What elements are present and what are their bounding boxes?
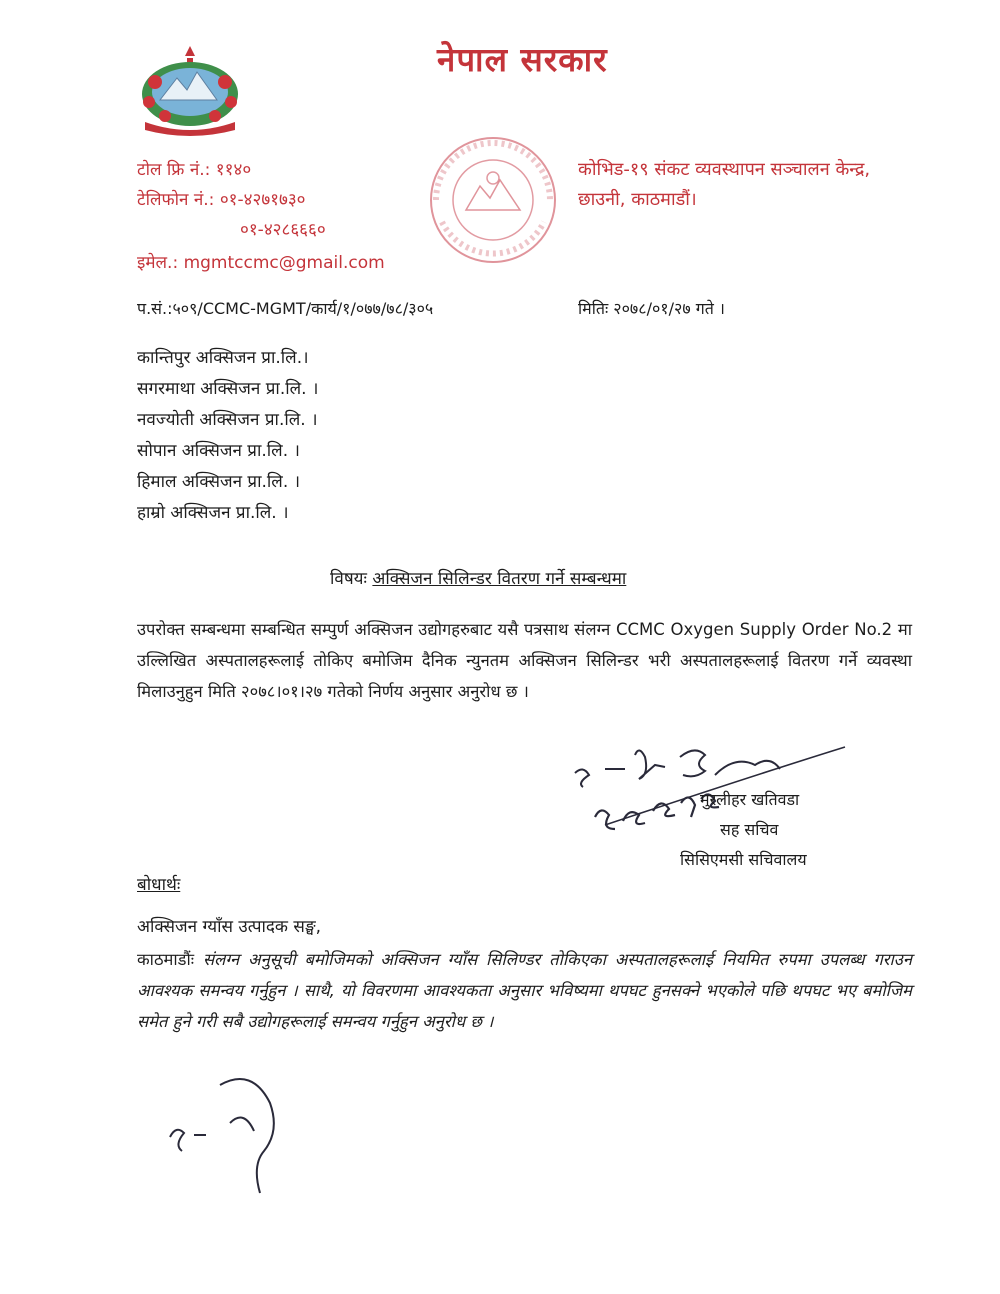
cc-organization: अक्सिजन ग्याँस उत्पादक सङ्घ, — [137, 917, 322, 937]
telephone-number-1: ०१-४२७१७३० — [219, 190, 306, 210]
subject-label: विषयः — [330, 569, 367, 589]
center-name-line2: छाउनी, काठमाडौं। — [578, 189, 697, 210]
initial-mark-icon — [160, 1065, 290, 1200]
cc-place: काठमाडौंः — [137, 950, 195, 969]
addressee-4: सोपान अक्सिजन प्रा.लि. । — [137, 441, 300, 461]
center-name — [578, 155, 870, 215]
letter-body: उपरोक्त सम्बन्धमा सम्बन्धित सम्पुर्ण अक्सिजन उद्योगहरुबाट यसै पत्रसाथ संलग्न CCMC Oxygen Supply Order No.2 मा उल्लिखित अस्पतालहरूलाई तोकिए बमोजिम दैनिक न्युनतम अक्सिजन सिलिन्डर भरी अस्पतालहरूलाई वितरण गर्ने व्यवस्था मिलाउनुहुन मिति २०७८।०१।२७ गतेको निर्णय अनुसार अनुरोध छ । — [137, 620, 912, 701]
subject-line — [330, 566, 626, 589]
telephone-label: टेलिफोन नं.: — [137, 190, 215, 210]
subject-text: अक्सिजन सिलिन्डर वितरण गर्ने सम्बन्धमा — [372, 569, 627, 589]
toll-free-number: ११४० — [215, 160, 252, 180]
email-line — [137, 250, 385, 273]
email-address: mgmtccmc@gmail.com — [183, 253, 385, 273]
telephone-number-2: ०१-४२८६६६० — [240, 220, 326, 240]
cc-body — [137, 944, 912, 1037]
telephone-line — [137, 187, 306, 210]
letter-date: मितिः २०७८/०१/२७ गते । — [578, 299, 725, 318]
toll-free-line — [137, 157, 251, 180]
cc-text: संलग्न अनुसूची बमोजिमको अक्सिजन ग्याँस सिलिण्डर तोकिएका अस्पतालहरूलाई नियमित रुपमा उपलब्ध गराउन आवश्यक समन्वय गर्नुहुन । साथै, यो विवरणमा आवश्यकता अनुसार भविष्यमा थपघट हुनसक्ने भएकोले पछि थपघट भए बमोजिम समेत हुने गरी सबै उद्योगहरूलाई समन्वय गर्नुहुन अनुरोध छ । — [137, 950, 912, 1031]
ccmc-seal-icon — [418, 130, 568, 270]
signatory-office: सिसिएमसी सचिवालय — [680, 850, 807, 869]
addressee-3: नवज्योती अक्सिजन प्रा.लि. । — [137, 410, 318, 430]
toll-free-label: टोल फ्रि नं.: — [137, 160, 211, 180]
addressee-5: हिमाल अक्सिजन प्रा.लि. । — [137, 472, 301, 492]
center-name-line1: कोभिड-१९ संकट व्यवस्थापन सञ्चालन केन्द्र, — [578, 159, 871, 180]
reference-number: प.सं.:५०९/CCMC-MGMT/कार्य/१/०७७/७८/३०५ — [137, 299, 434, 318]
signatory-name: मुरलीहर खतिवडा — [700, 790, 800, 809]
addressee-6: हाम्रो अक्सिजन प्रा.लि. । — [137, 503, 289, 523]
addressee-2: सगरमाथा अक्सिजन प्रा.लि. । — [137, 379, 319, 399]
signatory-title: सह सचिव — [720, 820, 779, 839]
nepal-emblem-icon — [135, 42, 245, 134]
government-title: नेपाल सरकार — [437, 40, 608, 79]
email-label: इमेल.: — [137, 253, 179, 273]
addressee-1: कान्तिपुर अक्सिजन प्रा.लि.। — [137, 348, 309, 368]
cc-label: बोधार्थः — [137, 875, 181, 895]
